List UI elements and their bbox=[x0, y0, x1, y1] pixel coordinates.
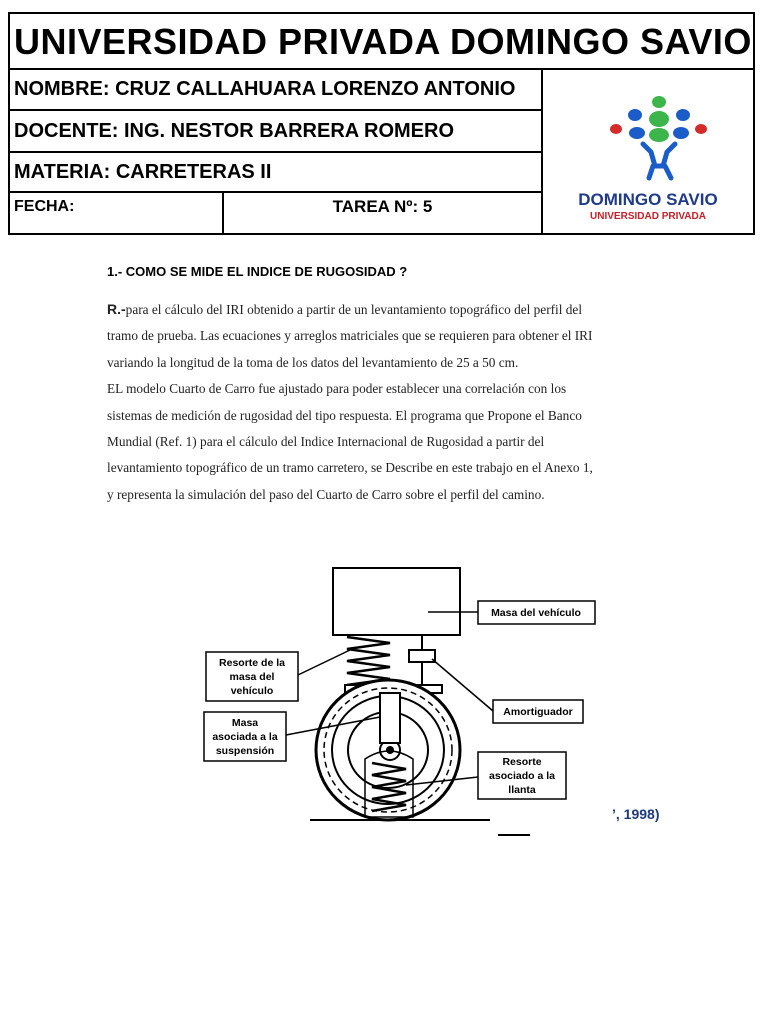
answer-line: y representa la simulación del paso del Cuarto de Carro sobre el perfil del camino. bbox=[107, 486, 545, 502]
answer-line: Mundial (Ref. 1) para el cálculo del Indice Internacional de Rugosidad a partir del bbox=[107, 434, 545, 450]
university-logo bbox=[543, 70, 753, 233]
svg-text:asociado a la: asociado a la bbox=[489, 770, 555, 782]
header-table bbox=[8, 12, 755, 235]
answer-line: variando la longitud de la toma de los datos del levantamiento de 25 a 50 cm. bbox=[107, 354, 519, 370]
university-title: UNIVERSIDAD PRIVADA DOMINGO SAVIO bbox=[10, 14, 753, 70]
logo-name: DOMINGO SAVIO bbox=[578, 190, 718, 209]
answer-line: sistemas de medición de rugosidad del tipo respuesta. El programa que Propone el Banco bbox=[107, 407, 582, 423]
student-name: NOMBRE: CRUZ CALLAHUARA LORENZO ANTONIO bbox=[10, 70, 543, 111]
date-label: FECHA: bbox=[10, 193, 224, 233]
svg-text:asociada a la: asociada a la bbox=[212, 731, 278, 743]
teacher-name: DOCENTE: ING. NESTOR BARRERA ROMERO bbox=[10, 111, 543, 153]
svg-text:vehículo: vehículo bbox=[230, 685, 274, 697]
answer-line: levantamiento topográfico de un tramo carretero, se Describe en este trabajo en el Anexo 1, bbox=[107, 460, 593, 476]
label-masa-vehiculo: Masa del vehículo bbox=[491, 607, 581, 619]
svg-text:Resorte de la: Resorte de la bbox=[219, 657, 285, 669]
question-heading: 1.- COMO SE MIDE EL INDICE DE RUGOSIDAD ? bbox=[107, 264, 408, 279]
svg-text:Masa: Masa bbox=[231, 717, 259, 729]
date-task-row bbox=[10, 193, 543, 233]
answer-body bbox=[107, 296, 663, 508]
answer-line: tramo de prueba. Las ecuaciones y arreglos matriciales que se requieren para obtener el IRI bbox=[107, 328, 593, 344]
svg-text:Resorte: Resorte bbox=[502, 756, 542, 768]
quarter-car-diagram bbox=[200, 545, 610, 845]
answer-line: EL modelo Cuarto de Carro fue ajustado para poder establecer una correlación con los bbox=[107, 381, 567, 397]
answer-line: R.-para el cálculo del IRI obtenido a partir de un levantamiento topográfico del perfil del bbox=[107, 301, 583, 317]
subject: MATERIA: CARRETERAS II bbox=[10, 153, 543, 193]
figure-caption-fragment: ’, 1998) bbox=[612, 806, 660, 822]
svg-text:llanta: llanta bbox=[508, 784, 536, 796]
answer-label: R.- bbox=[107, 301, 126, 317]
svg-text:suspensión: suspensión bbox=[215, 745, 275, 757]
svg-text:masa del: masa del bbox=[229, 671, 275, 683]
label-amortiguador: Amortiguador bbox=[503, 706, 573, 718]
task-number: TAREA Nº: 5 bbox=[332, 197, 433, 216]
logo-subtitle: UNIVERSIDAD PRIVADA bbox=[590, 211, 706, 222]
